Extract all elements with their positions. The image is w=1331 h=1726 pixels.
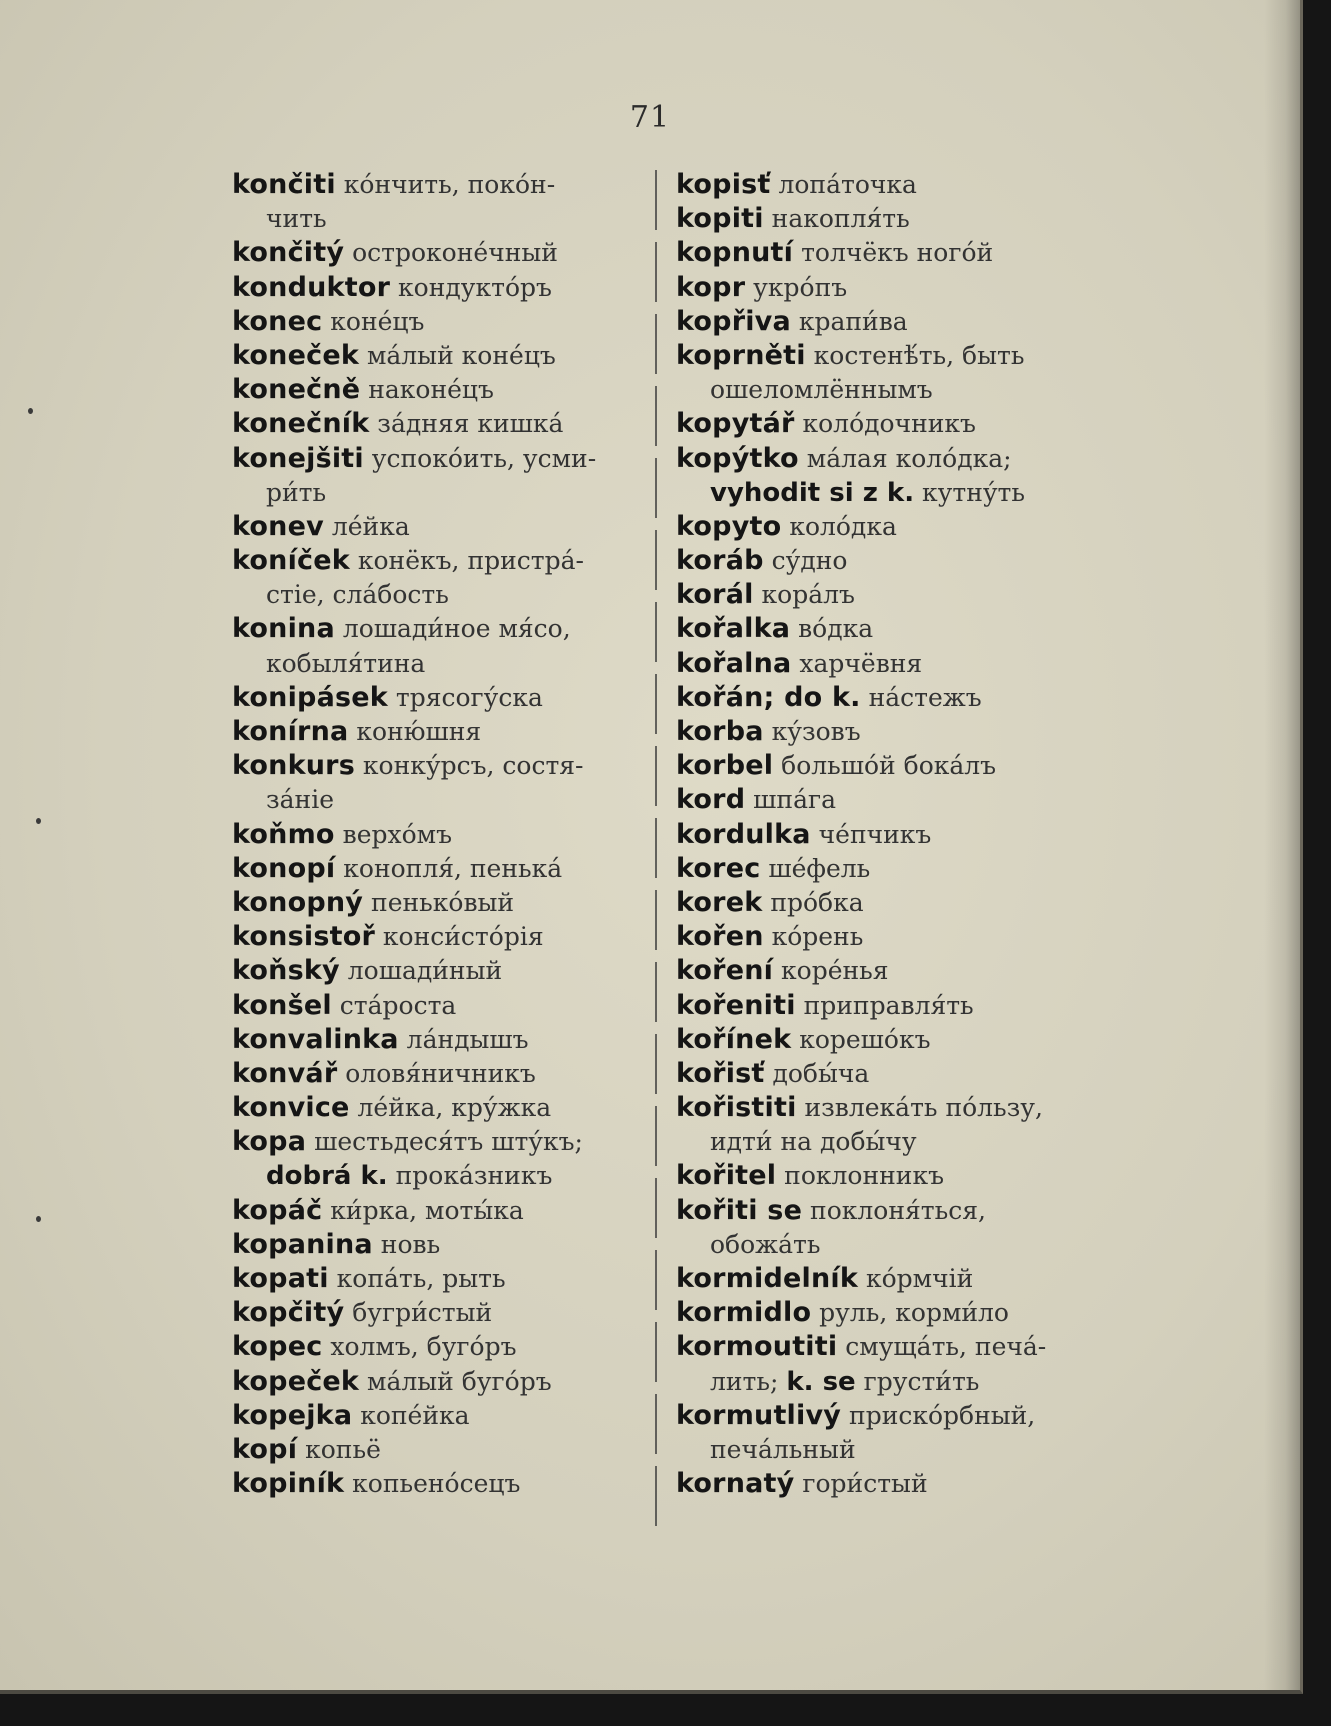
translation: приско́рбный,	[841, 1400, 1036, 1430]
dictionary-entry	[676, 886, 1096, 920]
dictionary-entry	[232, 1365, 647, 1399]
phrase: vyhodit si z k.	[710, 477, 915, 508]
headword: kopytář	[676, 408, 795, 440]
translation: прока́зникъ	[387, 1161, 553, 1191]
margin-speck	[36, 1216, 41, 1222]
headword: koráb	[676, 545, 764, 577]
translation: коне́цъ	[322, 306, 425, 336]
dictionary-entry	[676, 783, 1096, 817]
translation: лопа́точка	[770, 170, 917, 199]
headword: kormutlivý	[676, 1399, 842, 1431]
headword: kopec	[232, 1331, 323, 1363]
entry-continuation	[232, 1159, 647, 1193]
translation: шпа́га	[745, 785, 836, 815]
dictionary-entry	[676, 1091, 1096, 1125]
column-divider	[655, 170, 657, 1530]
translation: коню́шня	[348, 717, 482, 746]
translation: смуща́ть, печа́-	[837, 1332, 1047, 1362]
headword: kopnutí	[676, 237, 794, 269]
headword: konipásek	[232, 681, 388, 713]
headword: kořán; do k.	[676, 681, 861, 713]
translation: ко́рмчій	[858, 1264, 974, 1293]
translation: лошади́ный	[339, 956, 503, 986]
translation: чить	[266, 204, 327, 234]
headword: konduktor	[232, 271, 391, 303]
dictionary-entry	[676, 1057, 1096, 1091]
translation: ма́лая коло́дка;	[798, 443, 1012, 473]
headword: koření	[676, 955, 774, 987]
headword: končiti	[232, 169, 336, 200]
dictionary-entry	[676, 954, 1096, 988]
headword: kopčitý	[232, 1297, 345, 1329]
translation: добы́ча	[764, 1058, 870, 1088]
translation: ко́рень	[763, 922, 864, 952]
entry-continuation	[232, 647, 647, 681]
translation: поклонникъ	[776, 1161, 944, 1191]
headword: konšel	[232, 989, 332, 1021]
headword: kordulka	[676, 818, 811, 850]
translation: ле́йка	[323, 511, 410, 541]
entry-continuation	[676, 1365, 1096, 1399]
headword: kormoutiti	[676, 1331, 838, 1363]
dictionary-entry	[676, 168, 1096, 202]
headword: kopr	[676, 271, 746, 303]
dictionary-entry	[676, 578, 1096, 612]
dictionary-entry	[676, 236, 1096, 270]
page-number: 71	[629, 100, 671, 135]
translation: коло́дочникъ	[794, 409, 976, 439]
headword: konírna	[232, 716, 349, 747]
translation: ста́роста	[331, 990, 457, 1020]
dictionary-entry	[232, 1399, 647, 1433]
translation: укро́пъ	[745, 272, 848, 302]
dictionary-entry	[232, 1228, 647, 1262]
headword: korek	[676, 886, 763, 918]
dictionary-entry	[232, 236, 647, 270]
translation: во́дка	[790, 614, 874, 644]
dictionary-entry	[232, 339, 647, 373]
translation: руль, корми́ло	[811, 1298, 1009, 1328]
headword: korec	[676, 852, 761, 884]
translation: костенѣ́ть, быть	[805, 340, 1025, 370]
headword: kormidlo	[676, 1297, 812, 1329]
dictionary-entry	[232, 1467, 647, 1501]
translation: копе́йка	[352, 1400, 470, 1430]
translation: ку́зовъ	[763, 717, 861, 746]
headword: koneček	[232, 339, 359, 371]
dictionary-entry	[676, 989, 1096, 1023]
translation: поклоня́ться,	[802, 1195, 986, 1225]
headword: kořalna	[676, 647, 792, 679]
dictionary-entry	[232, 989, 647, 1023]
headword: konev	[232, 510, 324, 542]
translation: су́дно	[763, 546, 848, 576]
translation: остроконе́чный	[344, 238, 558, 268]
dictionary-entry	[676, 202, 1096, 236]
dictionary-entry	[676, 1262, 1096, 1296]
translation: конку́рсъ, состя-	[354, 751, 584, 781]
dictionary-entry	[676, 1194, 1096, 1228]
translation: ки́рка, моты́ка	[322, 1195, 524, 1225]
dictionary-entry	[232, 852, 647, 886]
entry-continuation	[676, 1228, 1096, 1262]
headword: kopáč	[232, 1194, 323, 1226]
translation: крапи́ва	[790, 306, 908, 336]
dictionary-entry	[676, 544, 1096, 578]
margin-speck	[28, 408, 33, 414]
dictionary-entry	[232, 954, 647, 988]
dictionary-entry	[232, 168, 647, 202]
dictionary-entry	[232, 612, 647, 646]
headword: kořalka	[676, 613, 791, 645]
translation: на́стежъ	[860, 682, 982, 712]
headword: kord	[676, 784, 746, 816]
dictionary-entry	[676, 1330, 1096, 1364]
dictionary-entry	[676, 818, 1096, 852]
translation: коло́дка	[781, 511, 897, 541]
translation: пенько́вый	[363, 887, 515, 917]
translation: новь	[372, 1229, 441, 1259]
entry-continuation	[676, 1125, 1096, 1159]
dictionary-entry	[676, 407, 1096, 441]
dictionary-entry	[676, 1023, 1096, 1057]
margin-speck	[36, 818, 41, 824]
translation: кора́лъ	[753, 580, 855, 610]
translation: идти́ на добы́чу	[710, 1127, 917, 1157]
translation: грусти́ть	[855, 1366, 980, 1396]
headword: konvář	[232, 1057, 338, 1089]
translation: накопля́ть	[763, 204, 910, 234]
translation: копьё	[297, 1434, 381, 1464]
translation: наконе́цъ	[360, 375, 494, 405]
headword: kopejka	[232, 1399, 353, 1431]
dictionary-entry	[232, 681, 647, 715]
dictionary-entry	[676, 920, 1096, 954]
dictionary-entry	[232, 715, 647, 749]
left-column	[232, 168, 647, 1501]
translation: стіе, сла́бость	[266, 580, 449, 610]
translation: копа́ть, рыть	[328, 1264, 506, 1293]
dictionary-entry	[232, 1296, 647, 1330]
dictionary-entry	[676, 852, 1096, 886]
dictionary-entry	[676, 1467, 1096, 1501]
dictionary-entry	[232, 407, 647, 441]
translation: кутну́ть	[914, 477, 1026, 507]
translation: корешо́къ	[791, 1024, 931, 1054]
headword: koníček	[232, 545, 350, 577]
headword: konvice	[232, 1092, 350, 1124]
headword: kořínek	[676, 1023, 792, 1055]
dictionary-entry	[232, 1433, 647, 1467]
headword: kopati	[232, 1263, 329, 1294]
dictionary-entry	[232, 271, 647, 305]
translation: копьено́сецъ	[344, 1469, 521, 1499]
translation: коре́нья	[773, 956, 889, 986]
headword: konejšiti	[232, 442, 364, 474]
translation: толчёкъ ного́й	[793, 238, 994, 268]
translation: ри́ть	[266, 477, 327, 507]
dictionary-entry	[676, 647, 1096, 681]
entry-continuation	[676, 373, 1096, 407]
headword: kornatý	[676, 1468, 795, 1500]
dictionary-entry	[676, 339, 1096, 373]
translation: че́пчикъ	[810, 819, 932, 849]
headword: kořisť	[676, 1057, 765, 1089]
headword: kořeniti	[676, 989, 796, 1021]
headword: koňmo	[232, 818, 335, 850]
translation: кондукто́ръ	[390, 272, 552, 302]
translation: ма́лый буго́ръ	[359, 1366, 552, 1396]
headword: koňský	[232, 955, 340, 987]
headword: konopný	[232, 886, 364, 918]
headword: konečník	[232, 408, 370, 440]
dictionary-entry	[232, 1125, 647, 1159]
translation: успоко́ить, усми-	[363, 443, 597, 473]
translation: трясогу́ска	[387, 682, 543, 712]
translation: харчёвня	[791, 648, 923, 678]
headword: kormidelník	[676, 1263, 859, 1294]
headword: koprněti	[676, 339, 806, 371]
headword: kořitel	[676, 1160, 777, 1192]
translation: конси́сто́рія	[374, 922, 544, 952]
dictionary-entry	[676, 715, 1096, 749]
translation: бугри́стый	[344, 1298, 493, 1328]
headword: korba	[676, 716, 764, 747]
spine-shadow	[1264, 0, 1300, 1690]
headword: konsistoř	[232, 921, 375, 953]
translation: шестьдеся́тъ шту́къ;	[306, 1127, 583, 1157]
dictionary-entry	[676, 305, 1096, 339]
translation: большо́й бока́лъ	[773, 751, 997, 781]
translation: ко́нчить, поко́н-	[335, 170, 556, 199]
translation: за́дняя кишка́	[369, 409, 564, 439]
headword: kopa	[232, 1126, 307, 1158]
translation: за́ніе	[266, 785, 334, 815]
dictionary-entry	[232, 818, 647, 852]
dictionary-entry	[676, 681, 1096, 715]
dictionary-entry	[232, 1091, 647, 1125]
dictionary-entry	[232, 305, 647, 339]
headword: konečně	[232, 374, 361, 406]
headword: kopyto	[676, 510, 782, 542]
translation: конопля́, пенька́	[335, 853, 563, 883]
headword: kopřiva	[676, 305, 791, 337]
dictionary-entry	[232, 1262, 647, 1296]
translation: кобыля́тина	[266, 648, 426, 678]
translation: лошади́ное мя́со,	[334, 614, 571, 644]
entry-continuation	[232, 578, 647, 612]
translation: лить;	[710, 1366, 787, 1396]
dictionary-entry	[676, 442, 1096, 476]
headword: konopí	[232, 852, 336, 884]
headword: kořen	[676, 921, 764, 953]
translation: ше́фель	[760, 853, 871, 883]
dictionary-entry	[676, 612, 1096, 646]
right-column	[676, 168, 1096, 1501]
dictionary-entry	[232, 544, 647, 578]
dictionary-entry	[232, 1330, 647, 1364]
dictionary-entry	[676, 1399, 1096, 1433]
dictionary-entry	[232, 373, 647, 407]
headword: kořistiti	[676, 1092, 797, 1124]
entry-continuation	[232, 783, 647, 817]
translation: холмъ, буго́ръ	[322, 1332, 517, 1362]
translation: обожа́ть	[710, 1229, 821, 1259]
translation: ле́йка, кру́жка	[349, 1093, 552, 1123]
entry-continuation	[676, 476, 1096, 510]
translation: верхо́мъ	[334, 819, 453, 849]
translation: ла́ндышъ	[398, 1024, 529, 1054]
headword: končitý	[232, 237, 345, 269]
headword: kopiti	[676, 203, 764, 235]
headword: konina	[232, 613, 335, 645]
headword: kopeček	[232, 1365, 360, 1397]
headword: kopisť	[676, 169, 771, 200]
headword: korbel	[676, 750, 774, 782]
translation: про́бка	[762, 887, 864, 917]
translation: конёкъ, пристра́-	[349, 546, 584, 576]
entry-continuation	[232, 202, 647, 236]
phrase: k. se	[786, 1366, 856, 1397]
dictionary-entry	[232, 442, 647, 476]
headword: konvalinka	[232, 1023, 399, 1055]
translation: гори́стый	[794, 1469, 928, 1499]
dictionary-entry	[232, 920, 647, 954]
headword: kopí	[232, 1433, 298, 1465]
dictionary-entry	[232, 1023, 647, 1057]
entry-continuation	[676, 1433, 1096, 1467]
phrase: dobrá k.	[266, 1161, 388, 1192]
translation: извлека́ть по́льзу,	[796, 1093, 1043, 1123]
dictionary-entry	[676, 1296, 1096, 1330]
headword: konkurs	[232, 750, 355, 782]
translation: приправля́ть	[795, 990, 974, 1020]
headword: kopanina	[232, 1228, 373, 1260]
dictionary-entry	[232, 510, 647, 544]
dictionary-entry	[676, 510, 1096, 544]
headword: kopiník	[232, 1468, 345, 1500]
dictionary-entry	[232, 886, 647, 920]
headword: korál	[676, 579, 754, 611]
headword: kopýtko	[676, 442, 799, 474]
translation: ма́лый коне́цъ	[359, 340, 556, 370]
translation: печа́льный	[710, 1434, 856, 1464]
headword: kořiti se	[676, 1194, 803, 1226]
headword: konec	[232, 305, 323, 337]
dictionary-entry	[676, 1159, 1096, 1193]
translation: ошеломлённымъ	[710, 375, 933, 405]
translation: оловя́ничникъ	[337, 1058, 536, 1088]
dictionary-entry	[232, 1057, 647, 1091]
dictionary-entry	[676, 271, 1096, 305]
dictionary-entry	[232, 1194, 647, 1228]
dictionary-entry	[676, 749, 1096, 783]
entry-continuation	[232, 476, 647, 510]
dictionary-entry	[232, 749, 647, 783]
